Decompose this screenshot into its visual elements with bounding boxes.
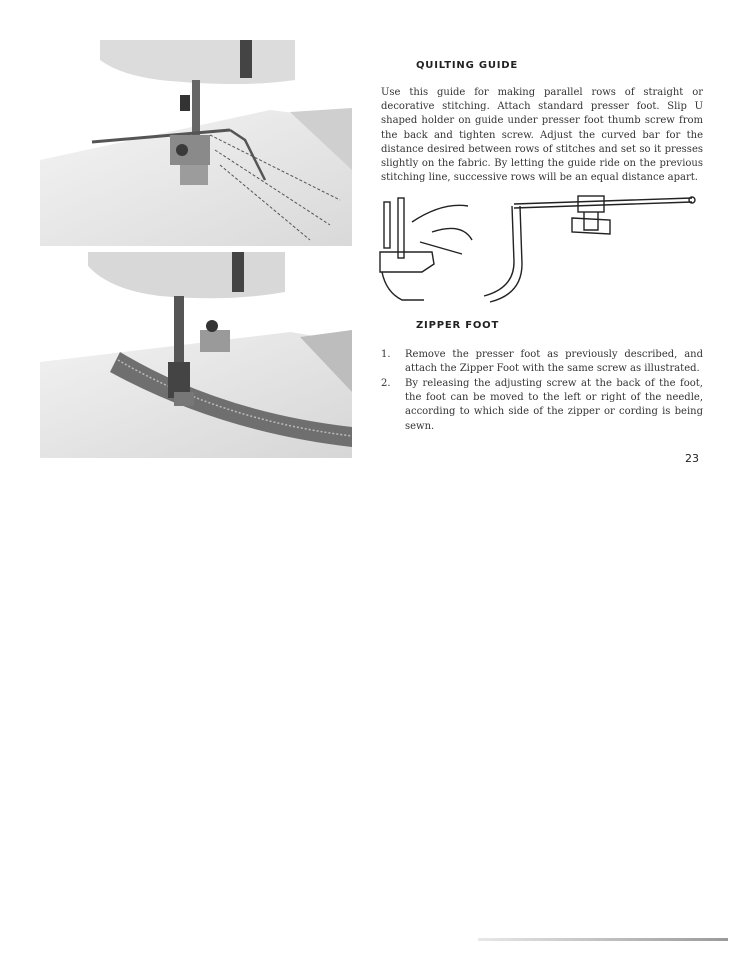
zipper-step-text: By releasing the adjusting screw at the back of the foot, the foot can be moved to the left or right of the needle, according to which side of the zipper or cording is being sewn. bbox=[405, 378, 703, 432]
page-number: 23 bbox=[685, 452, 699, 465]
quilting-guide-illustration bbox=[372, 192, 702, 308]
zipper-step-1 bbox=[381, 348, 703, 376]
quilting-guide-photo bbox=[40, 40, 352, 246]
zipper-foot-photo bbox=[40, 252, 352, 458]
quilting-guide-heading: QUILTING GUIDE bbox=[416, 60, 519, 71]
zipper-step-number: 1. bbox=[381, 349, 391, 360]
zipper-step-number: 2. bbox=[381, 378, 391, 389]
zipper-step-text: Remove the presser foot as previously described, and attach the Zipper Foot with the same screw as illustrated. bbox=[405, 349, 703, 375]
bottom-scan-edge bbox=[478, 938, 728, 941]
zipper-foot-heading: ZIPPER FOOT bbox=[416, 320, 500, 331]
quilting-guide-paragraph: Use this guide for making parallel rows of straight or decorative stitching. Attach standard presser foot. Slip U shaped holder on guide under presser foot thumb screw from the back and tighten screw. Adjust the curved bar for the distance desired between rows of stitches and set so it presses slightly on the fabric. By letting the guide ride on the previous stitching line, successive rows will be an equal distance apart. bbox=[381, 87, 703, 184]
zipper-step-2 bbox=[381, 377, 703, 434]
